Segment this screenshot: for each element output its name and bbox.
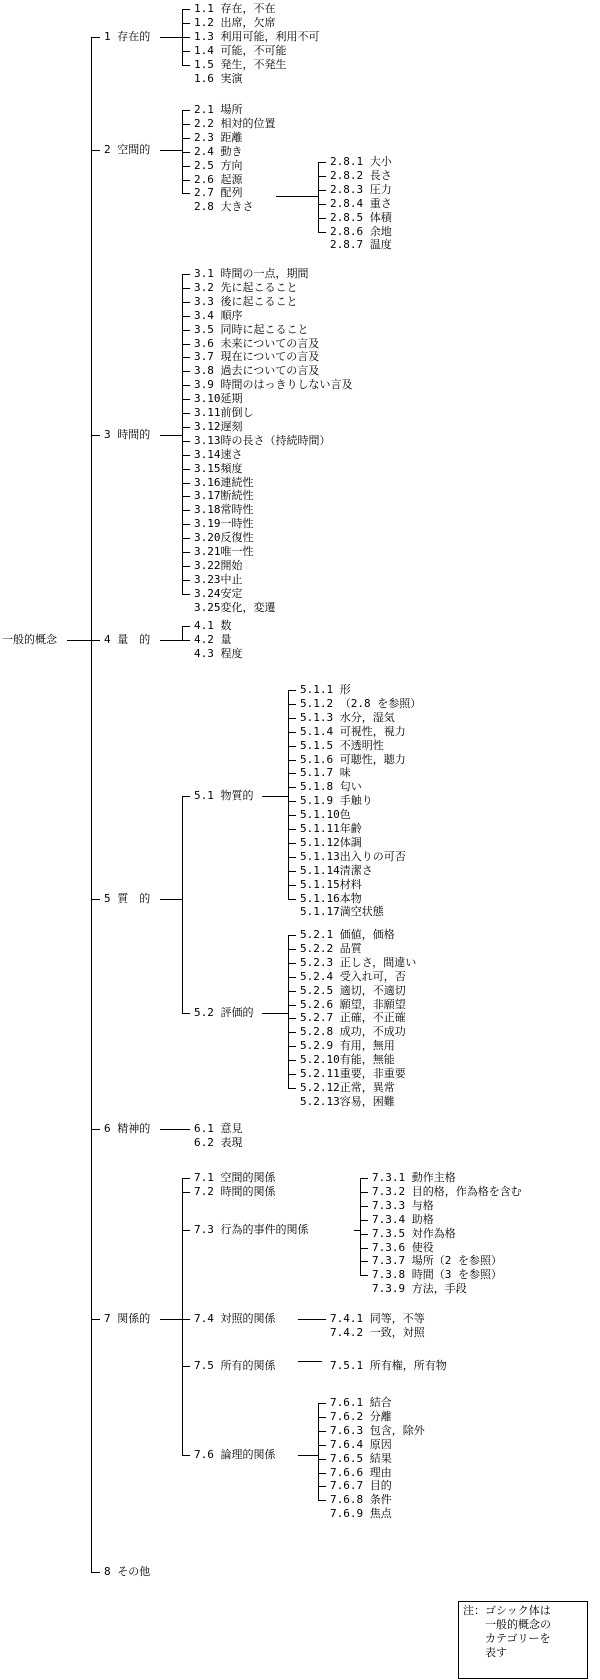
sub-concept-item: 7.6.6 理由 [330,1465,392,1479]
concept-item: 2.4 動き [194,144,243,158]
connector-line [91,37,92,1572]
connector-line [318,162,326,163]
sub-concept-item: 5.2.6 願望，非願望 [300,997,406,1011]
connector-line [360,1261,368,1262]
connector-line [360,1206,368,1207]
concept-item: 3.9 時間のはっきりしない言及 [194,378,353,392]
connector-line [182,427,190,428]
sub-concept-item: 5.1.3 水分，湿気 [300,710,395,724]
connector-line [360,1178,368,1179]
sub-concept-item: 7.3.9 方法，手段 [372,1282,467,1296]
connector-line [160,1319,182,1320]
sub-concept-item: 5.1.11年齢 [300,822,362,835]
connector-line [182,23,190,24]
connector-line [91,37,100,38]
sub-concept-item: 7.3.5 対作為格 [372,1226,456,1240]
connector-line [318,1417,326,1418]
concept-item: 7.2 時間的関係 [194,1185,276,1198]
connector-line [288,746,296,747]
connector-line [288,1005,296,1006]
connector-line [318,204,326,205]
concept-item: 3.5 同時に起こること [194,322,309,336]
connector-line [182,1366,190,1367]
connector-line [288,773,296,774]
connector-line [298,1319,318,1320]
sub-concept-item: 7.4.1 同等，不等 [330,1312,425,1325]
concept-item: 1.3 利用可能，利用不可 [194,29,320,43]
concept-item: 3.1 時間の一点，期間 [194,267,309,280]
connector-line [182,626,190,627]
connector-line [182,441,190,442]
connector-line [182,483,190,484]
connector-line [288,1018,296,1019]
legend-note [458,1601,588,1679]
sub-concept-item: 5.1.5 不透明性 [300,738,384,752]
connector-line [182,1230,190,1231]
sub-concept-item: 5.1.1 形 [300,683,351,696]
connector-line [318,1319,326,1320]
sub-concept-item: 5.2.11重要，非重要 [300,1067,406,1080]
connector-line [288,899,296,900]
connector-line [360,1234,368,1235]
connector-line [182,138,190,139]
note-line: 一般的概念の [485,1618,551,1631]
connector-line [182,626,183,640]
connector-line [298,1361,322,1362]
connector-line [288,935,289,1088]
concept-item: 3.7 現在についての言及 [194,350,320,364]
connector-line [288,1074,296,1075]
connector-line [354,1230,360,1231]
connector-line [288,690,289,899]
connector-line [160,640,182,641]
sub-concept-item: 5.1.7 味 [300,766,351,780]
concept-item: 3.24安定 [194,586,243,600]
concept-item: 3.2 先に起こること [194,280,298,294]
root-concept: 一般的概念 [2,633,57,646]
concept-item: 3.21唯一性 [194,545,254,558]
connector-line [182,413,190,414]
category-7: 7 関係的 [104,1312,151,1325]
concept-item: 5.2 評価的 [194,1006,254,1019]
sub-concept-item: 7.6.3 包含，除外 [330,1423,425,1437]
connector-line [288,991,296,992]
connector-line [182,469,190,470]
sub-concept-item: 7.3.4 助格 [372,1212,434,1226]
sub-concept-item: 7.6.4 原因 [330,1437,392,1451]
connector-line [91,1572,100,1573]
connector-line [182,524,190,525]
connector-line [182,796,183,1013]
connector-line [288,1060,296,1061]
connector-line [298,1455,318,1456]
sub-concept-item: 2.8.2 長さ [330,168,392,182]
concept-item: 3.4 順序 [194,308,243,322]
connector-line [288,787,296,788]
note-line: 注：ゴシック体は [463,1604,551,1617]
sub-concept-item: 5.2.4 受入れ可，否 [300,969,406,983]
concept-item: 2.8 大きさ [194,200,254,214]
connector-line [91,1129,100,1130]
sub-concept-item: 5.2.13容易，困難 [300,1094,395,1108]
concept-item: 6.2 表現 [194,1135,243,1149]
concept-item: 3.3 後に起こること [194,294,298,308]
sub-concept-item: 5.2.12正常，異常 [300,1080,395,1094]
connector-line [288,885,296,886]
category-2: 2 空間的 [104,143,151,156]
connector-line [288,829,296,830]
connector-line [182,274,183,594]
connector-line [160,37,182,38]
concept-item: 3.8 過去についての言及 [194,364,320,378]
connector-line [288,801,296,802]
sub-concept-item: 5.1.16本物 [300,891,362,905]
connector-line [182,1178,190,1179]
sub-concept-item: 2.8.4 重さ [330,196,392,210]
sub-concept-item: 7.6.7 目的 [330,1479,392,1493]
connector-line [318,1500,326,1501]
note-line: カテゴリーを [485,1632,551,1645]
sub-concept-item: 5.1.14清潔さ [300,863,373,877]
connector-line [288,857,296,858]
sub-concept-item: 5.1.10色 [300,808,351,822]
concept-item: 2.3 距離 [194,130,243,144]
connector-line [182,538,190,539]
concept-item: 3.14速さ [194,447,243,461]
connector-line [182,510,190,511]
connector-line [182,180,190,181]
connector-line [360,1192,368,1193]
concept-item: 6.1 意見 [194,1122,243,1135]
connector-line [318,1445,326,1446]
connector-line [318,1403,326,1404]
connector-line [91,150,100,151]
sub-concept-item: 2.8.7 温度 [330,238,392,252]
connector-line [182,1178,183,1455]
category-6: 6 精神的 [104,1122,151,1135]
concept-item: 3.19一時性 [194,517,254,531]
concept-item: 2.1 場所 [194,103,243,116]
connector-line [182,302,190,303]
connector-line [288,718,296,719]
connector-line [182,796,190,797]
connector-line [182,371,190,372]
connector-line [182,51,190,52]
sub-concept-item: 5.2.3 正しさ，間違い [300,955,417,969]
concept-item: 3.15頻度 [194,461,243,475]
connector-line [182,166,190,167]
concept-item: 2.5 方向 [194,158,243,172]
concept-item: 2.6 起源 [194,172,243,186]
connector-line [360,1275,368,1276]
sub-concept-item: 7.3.6 使役 [372,1240,434,1254]
concept-item: 1.6 実演 [194,71,243,85]
connector-line [288,1046,296,1047]
concept-item: 3.17断続性 [194,489,254,503]
sub-concept-item: 2.8.5 体積 [330,210,392,224]
connector-line [182,37,190,38]
concept-item: 3.12遅刻 [194,419,243,433]
sub-concept-item: 5.2.8 成功，不成功 [300,1025,406,1039]
connector-line [182,385,190,386]
connector-line [318,190,326,191]
concept-item: 2.7 配列 [194,186,243,200]
concept-item: 1.1 存在，不在 [194,2,276,15]
connector-line [288,690,296,691]
sub-concept-item: 7.6.5 結果 [330,1451,392,1465]
concept-item: 7.5 所有的関係 [194,1359,276,1372]
connector-line [182,1319,190,1320]
concept-item: 2.2 相対的位置 [194,116,276,130]
sub-concept-item: 5.2.5 適切，不適切 [300,983,406,997]
sub-concept-item: 5.1.12体調 [300,835,362,849]
connector-line [182,344,190,345]
concept-item: 4.1 数 [194,619,232,632]
connector-line [182,65,190,66]
sub-concept-item: 5.2.1 価値，価格 [300,928,395,941]
sub-concept-item: 2.8.3 圧力 [330,182,392,196]
sub-concept-item: 7.3.7 場所（2 を参照） [372,1254,502,1268]
concept-item: 3.13時の長さ（持続時間） [194,433,331,447]
connector-line [288,704,296,705]
concept-item: 1.4 可能，不可能 [194,43,287,57]
connector-line [160,435,182,436]
connector-line [182,594,190,595]
connector-line [288,1032,296,1033]
connector-line [182,9,190,10]
concept-item: 4.2 量 [194,632,232,646]
connector-line [91,435,100,436]
connector-line [360,1220,368,1221]
sub-concept-item: 5.2.9 有用，無用 [300,1039,395,1053]
category-4: 4 量 的 [104,633,151,646]
sub-concept-item: 7.6.9 焦点 [330,1507,392,1521]
sub-concept-item: 7.4.2 一致，対照 [330,1325,425,1339]
connector-line [288,871,296,872]
connector-line [288,1088,296,1089]
connector-line [182,1455,190,1456]
concept-item: 3.16連続性 [194,475,254,489]
sub-concept-item: 5.1.15材料 [300,877,362,891]
concept-item: 3.20反復性 [194,531,254,545]
sub-concept-item: 7.5.1 所有権，所有物 [330,1359,447,1372]
concept-item: 3.10延期 [194,392,243,406]
concept-item: 3.6 未来についての言及 [194,336,320,350]
connector-line [182,496,190,497]
connector-line [318,1459,326,1460]
sub-concept-item: 5.2.2 品質 [300,941,362,955]
connector-line [262,1013,288,1014]
connector-line [182,357,190,358]
connector-line [318,1431,326,1432]
concept-item: 3.23中止 [194,572,243,586]
sub-concept-item: 5.1.9 手触り [300,794,373,808]
concept-item: 1.2 出席，欠席 [194,15,276,29]
connector-line [182,1129,190,1130]
connector-line [360,1248,368,1249]
sub-concept-item: 2.8.6 余地 [330,224,392,238]
sub-concept-item: 5.1.8 匂い [300,780,362,794]
concept-item: 7.1 空間的関係 [194,1171,276,1184]
connector-line [288,843,296,844]
sub-concept-item: 7.6.2 分離 [330,1409,392,1423]
concept-item: 7.3 行為的事件的関係 [194,1223,309,1236]
sub-concept-item: 7.3.3 与格 [372,1198,434,1212]
sub-concept-item: 7.3.8 時間（3 を参照） [372,1268,502,1282]
concept-item: 3.11前倒し [194,406,254,419]
connector-line [182,1192,190,1193]
connector-line [91,1319,100,1320]
concept-item: 1.5 発生，不発生 [194,57,287,71]
sub-concept-item: 5.1.2 （2.8 を参照） [300,696,422,710]
concept-item: 4.3 程度 [194,646,243,660]
sub-concept-item: 7.3.1 動作主格 [372,1171,456,1184]
connector-line [160,1129,182,1130]
connector-line [67,640,91,641]
connector-line [182,580,190,581]
connector-line [182,455,190,456]
connector-line [182,566,190,567]
sub-concept-item: 7.6.1 結合 [330,1396,392,1409]
sub-concept-item: 5.2.10有能，無能 [300,1053,395,1067]
connector-line [182,640,190,641]
concept-item: 3.22開始 [194,558,243,572]
category-1: 1 存在的 [104,30,151,43]
category-8: 8 その他 [104,1565,151,1578]
connector-line [91,640,100,641]
connector-line [288,760,296,761]
connector-line [288,935,296,936]
concept-item: 5.1 物質的 [194,789,254,802]
sub-concept-item: 7.3.2 目的格，作為格を含む [372,1184,522,1198]
connector-line [160,150,182,151]
connector-line [182,193,190,194]
concept-item: 7.4 対照的関係 [194,1312,276,1325]
category-5: 5 質 的 [104,892,151,905]
concept-item: 7.6 論理的関係 [194,1448,276,1461]
connector-line [276,196,318,197]
connector-line [182,552,190,553]
sub-concept-item: 2.8.1 大小 [330,155,392,168]
connector-line [262,796,288,797]
connector-line [182,274,190,275]
connector-line [288,815,296,816]
sub-concept-item: 5.1.13出入りの可否 [300,849,406,863]
connector-line [288,963,296,964]
connector-line [318,176,326,177]
connector-line [182,288,190,289]
concept-item: 3.25変化，変遷 [194,600,276,614]
sub-concept-item: 7.6.8 条件 [330,1493,392,1507]
connector-line [182,1013,190,1014]
sub-concept-item: 5.1.17満空状態 [300,905,384,919]
category-3: 3 時間的 [104,428,151,441]
connector-line [318,232,326,233]
connector-line [182,152,190,153]
sub-concept-item: 5.2.7 正確，不正確 [300,1011,406,1025]
connector-line [182,399,190,400]
connector-line [91,899,100,900]
connector-line [288,949,296,950]
connector-line [318,1473,326,1474]
connector-line [182,316,190,317]
connector-line [288,732,296,733]
connector-line [182,110,190,111]
connector-line [288,977,296,978]
connector-line [318,218,326,219]
connector-line [182,124,190,125]
connector-line [318,1486,326,1487]
concept-item: 3.18常時性 [194,503,254,517]
note-line: 表す [485,1646,507,1659]
sub-concept-item: 5.1.6 可聴性，聴力 [300,752,406,766]
connector-line [318,162,319,232]
connector-line [182,330,190,331]
connector-line [160,899,182,900]
sub-concept-item: 5.1.4 可視性，視力 [300,724,406,738]
